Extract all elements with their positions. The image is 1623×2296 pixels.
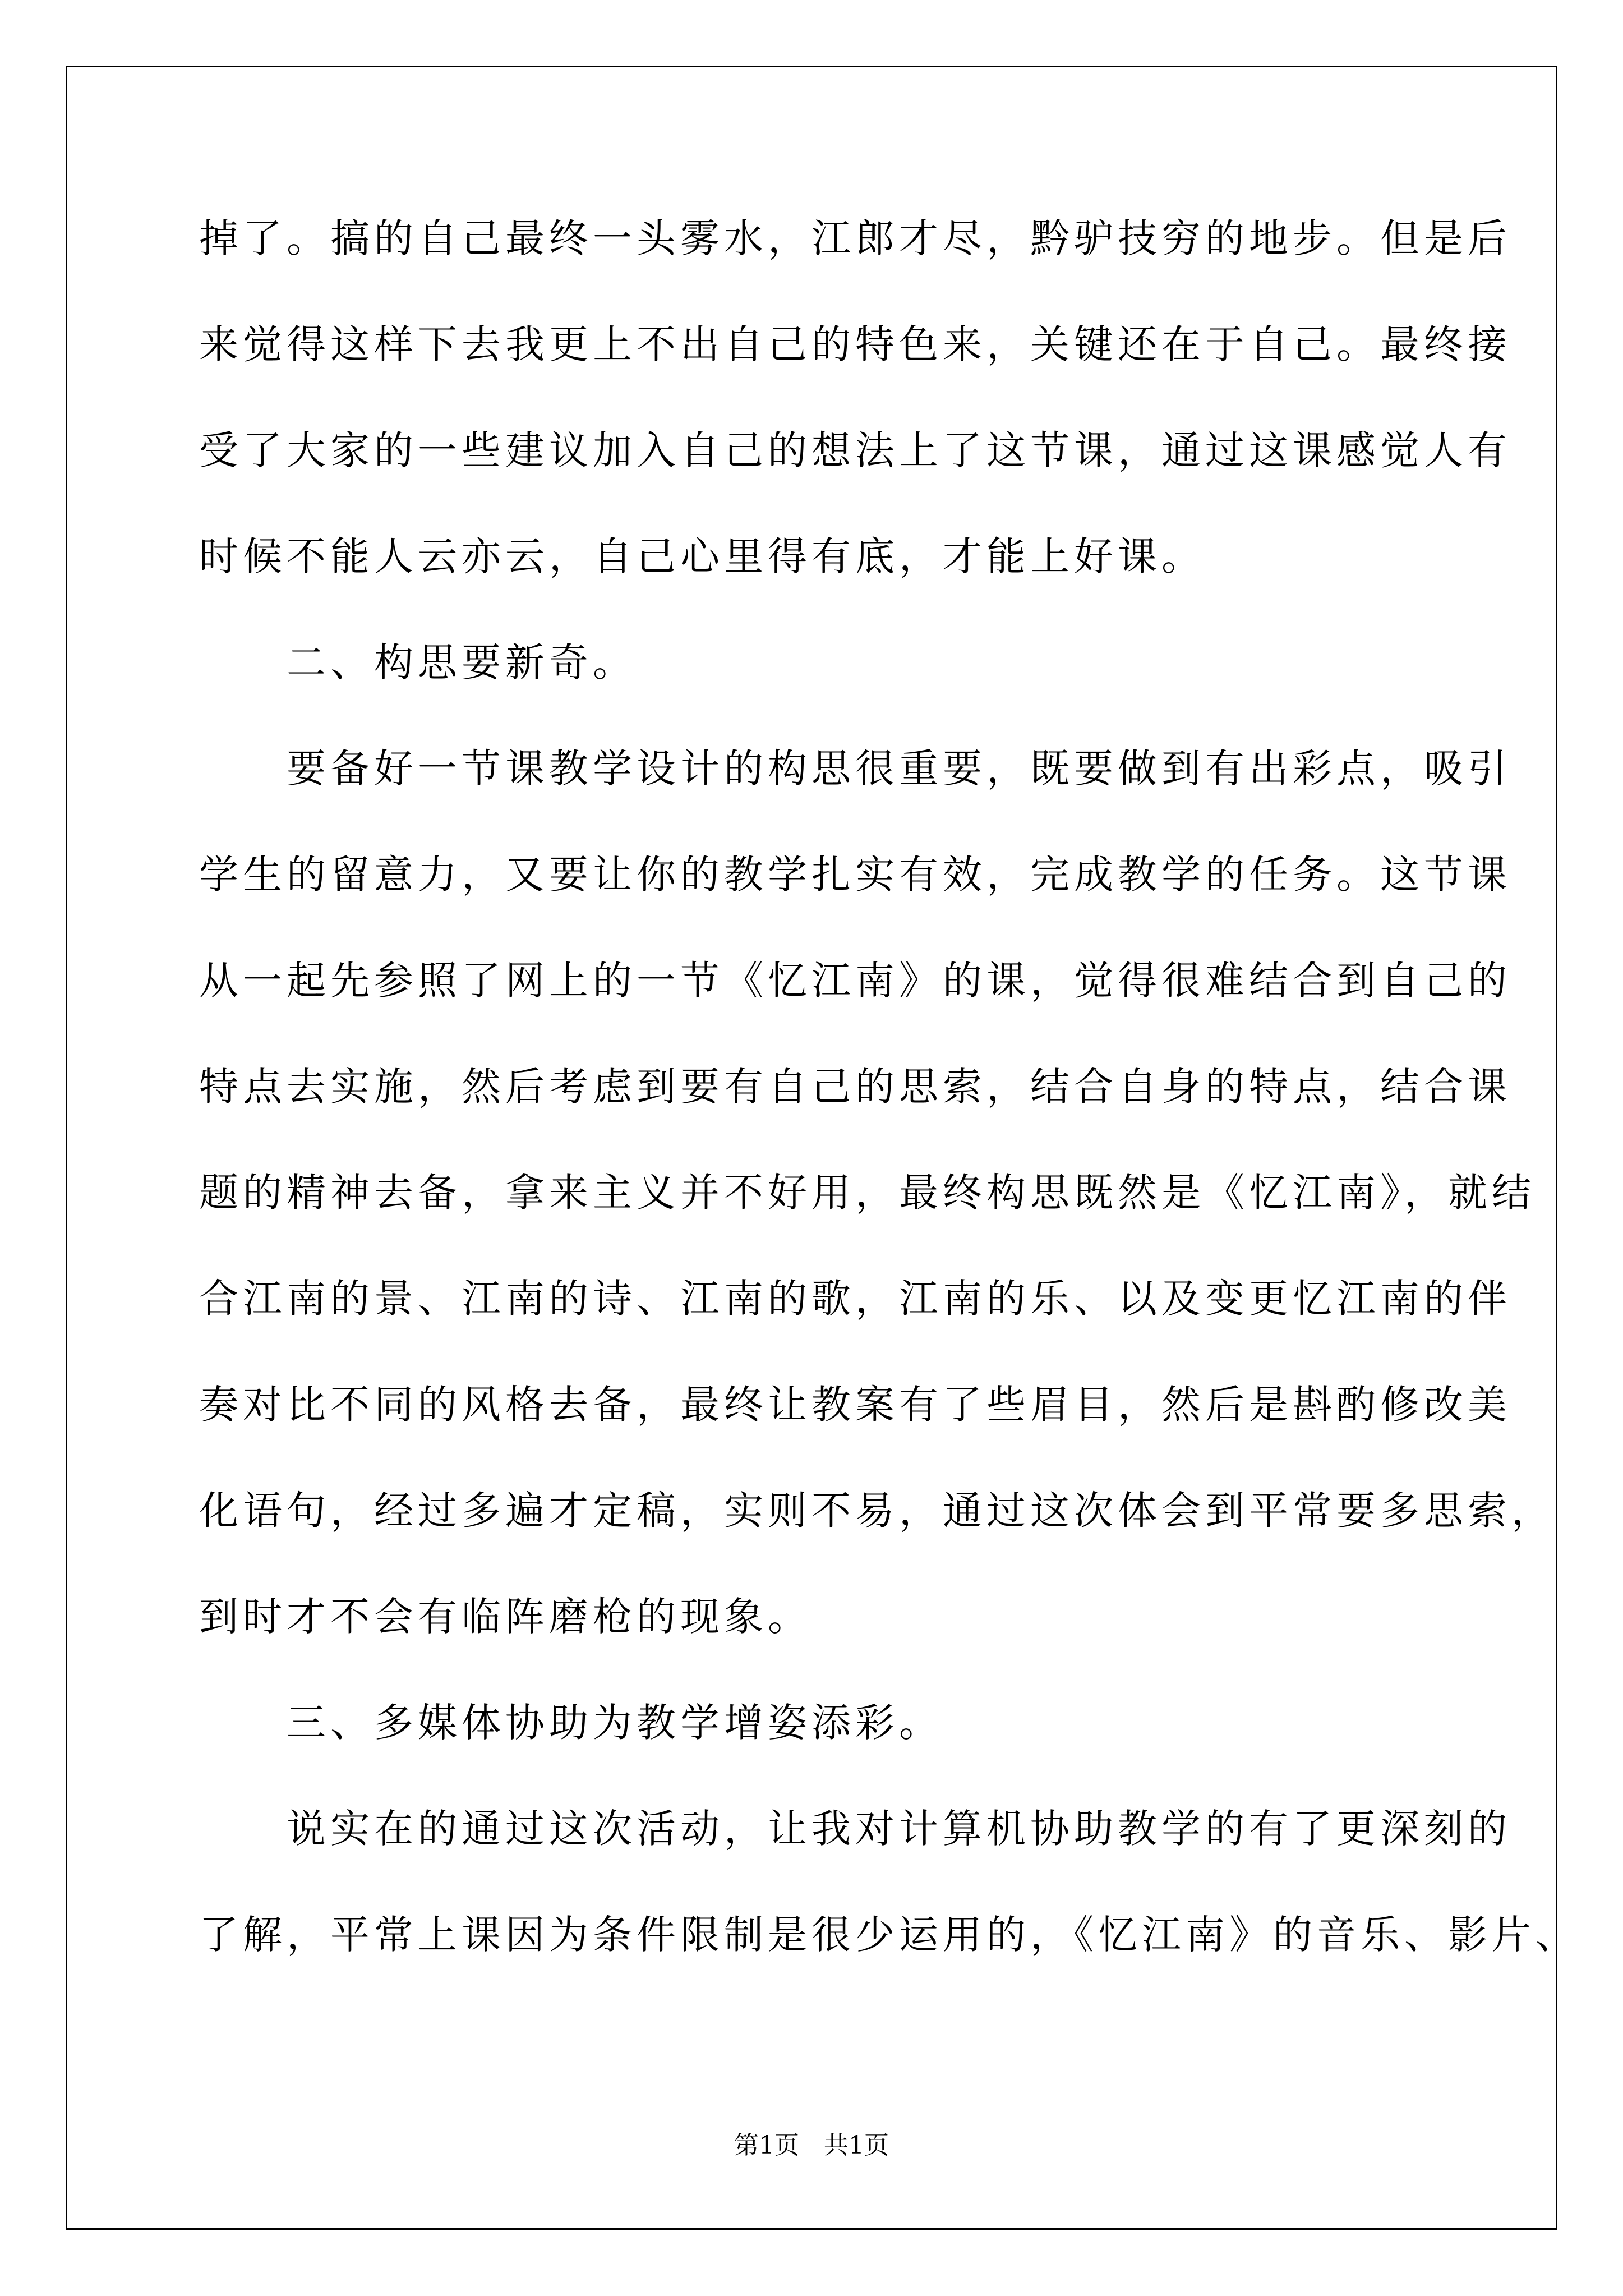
section-heading: 三、多媒体协助为教学增姿添彩。	[199, 1700, 943, 1746]
text-line: 受了大家的一些建议加入自己的想法上了这节课，通过这课感觉人有	[199, 427, 1511, 473]
text-line: 说实在的通过这次活动，让我对计算机协助教学的有了更深刻的	[199, 1806, 1511, 1852]
text-line: 来觉得这样下去我更上不出自己的特色来，关键还在于自己。最终接	[199, 321, 1511, 367]
text-line: 化语句，经过多遍才定稿，实则不易，通过这次体会到平常要多思索，	[199, 1488, 1555, 1534]
text-line: 合江南的景、江南的诗、江南的歌，江南的乐、以及变更忆江南的伴	[199, 1276, 1511, 1322]
text-line: 从一起先参照了网上的一节《忆江南》的课，觉得很难结合到自己的	[199, 958, 1511, 1004]
text-line: 时候不能人云亦云，自己心里得有底，才能上好课。	[199, 533, 1205, 579]
text-line: 奏对比不同的风格去备，最终让教案有了些眉目，然后是斟酌修改美	[199, 1382, 1511, 1428]
text-line: 到时才不会有临阵磨枪的现象。	[199, 1594, 811, 1640]
section-heading: 二、构思要新奇。	[199, 639, 637, 685]
page-frame	[66, 66, 1557, 2230]
page-footer: 第1页 共1页	[734, 2131, 889, 2160]
text-line: 了解，平常上课因为条件限制是很少运用的，《忆江南》的音乐、影片、	[199, 1912, 1579, 1958]
text-line: 特点去实施，然后考虑到要有自己的思索，结合自身的特点，结合课	[199, 1064, 1511, 1110]
text-line: 掉了。搞的自己最终一头雾水，江郎才尽，黔驴技穷的地步。但是后	[199, 215, 1511, 261]
text-line: 学生的留意力，又要让你的教学扎实有效，完成教学的任务。这节课	[199, 852, 1511, 898]
text-line: 要备好一节课教学设计的构思很重要，既要做到有出彩点，吸引	[199, 746, 1511, 792]
text-line: 题的精神去备，拿来主义并不好用，最终构思既然是《忆江南》，就结	[199, 1170, 1536, 1216]
